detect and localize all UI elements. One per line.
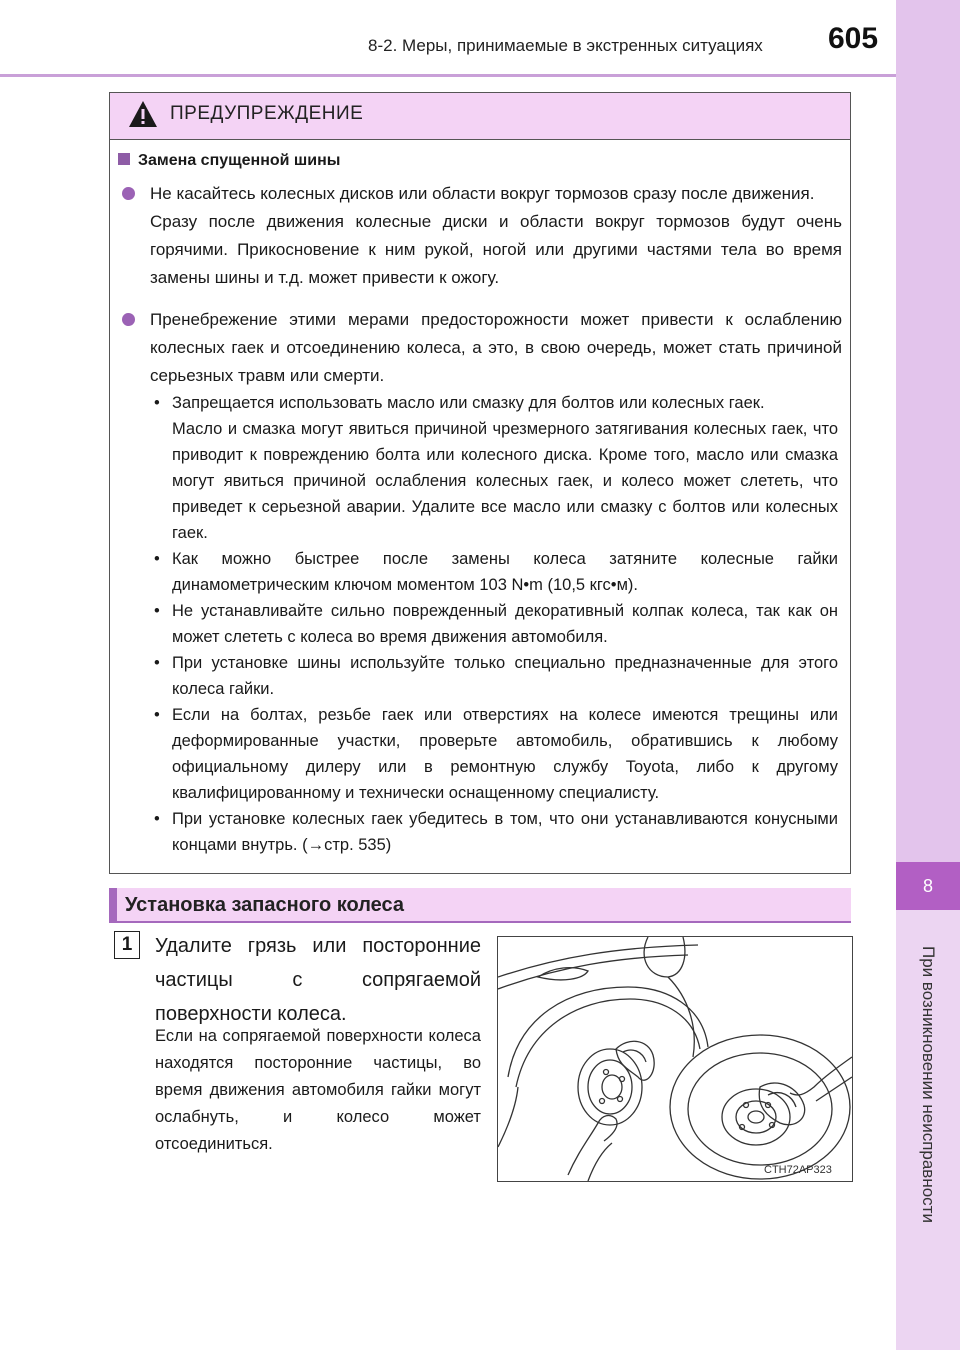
bullet-dot-icon	[122, 313, 135, 326]
bullet-paragraph: Не касайтесь колесных дисков или области вокруг тормозов сразу после движения.	[150, 184, 815, 203]
warning-bullet	[122, 180, 842, 292]
step-number-badge: 1	[114, 931, 140, 959]
warning-note	[150, 546, 838, 598]
warning-triangle-icon	[128, 100, 158, 128]
bullet-dot-icon	[122, 187, 135, 200]
warning-note	[150, 650, 838, 702]
chapter-number-tab: 8	[896, 862, 960, 910]
warning-subheading-text: Замена спущенной шины	[138, 152, 341, 169]
header-divider	[0, 74, 896, 77]
page-number: 605	[828, 22, 879, 55]
wheel-cleaning-drawing	[498, 937, 852, 1181]
section-title: Установка запасного колеса	[125, 894, 405, 916]
note-paragraph: • При установке шины используйте только специально предназначенные для этого колеса гайки.	[172, 654, 838, 698]
section-accent-bar	[109, 888, 117, 922]
chapter-title: При возникновении неисправности	[919, 946, 938, 1223]
section-divider	[109, 921, 851, 923]
note-paragraph: • Как можно быстрее после замены колеса затяните колесные гайки динамометрическим ключом моментом 103 N•m (10,5 кгс•м).	[172, 550, 838, 594]
warning-notes-list	[150, 390, 838, 858]
side-tab-background	[896, 0, 960, 862]
bullet-paragraph: Пренебрежение этими мерами предосторожности может привести к ослаблению колесных гаек и отсоединению колеса, а это, в свою очередь, может стать причиной серьезных травм или смерти.	[150, 310, 842, 385]
note-paragraph: • Если на болтах, резьбе гаек или отверстиях на колесе имеются трещины или деформированные участки, проверьте автомобиль, обратившись к любому официальному дилеру или в ремонтную службу Toyota, либо к другому квалифицированному и технически оснащенному специалисту.	[172, 706, 838, 802]
step-note: Если на сопрягаемой поверхности колеса находятся посторонние частицы, во время движения автомобиля гайки могут ослабнуть, и колесо может отсоединиться.	[155, 1027, 481, 1153]
warning-note	[150, 702, 838, 806]
illustration-code: CTH72AP323	[764, 1164, 832, 1176]
warning-subheading	[118, 152, 340, 170]
note-paragraph: • Запрещается использовать масло или смазку для болтов или колесных гаек.	[172, 394, 765, 412]
running-header: 8-2. Меры, принимаемые в экстренных ситуациях	[368, 36, 763, 55]
wheel-cleaning-illustration	[497, 936, 853, 1182]
note-paragraph: • При установке колесных гаек убедитесь в том, что они устанавливаются конусными концами внутрь. (→стр. 535)	[172, 810, 838, 854]
warning-title: ПРЕДУПРЕЖДЕНИЕ	[170, 103, 364, 124]
warning-bullet	[122, 306, 842, 390]
square-bullet-icon	[118, 153, 130, 165]
warning-header	[110, 93, 850, 140]
note-paragraph: • Не устанавливайте сильно поврежденный декоративный колпак колеса, так как он может слететь с колеса во время движения автомобиля.	[172, 602, 838, 646]
section-header	[109, 888, 851, 922]
step-instruction: Удалите грязь или посторонние частицы с сопрягаемой поверхности колеса.	[155, 935, 481, 1025]
note-paragraph: Масло и смазка могут явиться причиной чрезмерного затягивания колесных гаек, что приводит к повреждению болта или колесного диска. Кроме того, масло или смазка могут явиться причиной ослабления колесных гаек, и колесо может слететь, что приведет к серьезной аварии. Удалите все масло или смазку с болтов или колесных гаек.	[172, 420, 838, 542]
warning-note	[150, 806, 838, 858]
warning-note	[150, 390, 838, 546]
bullet-paragraph: Сразу после движения колесные диски и области вокруг тормозов будут очень горячими. Прикосновение к ним рукой, ногой или другими частями тела во время замены шины и т.д. может привести к ожогу.	[150, 212, 842, 287]
warning-note	[150, 598, 838, 650]
